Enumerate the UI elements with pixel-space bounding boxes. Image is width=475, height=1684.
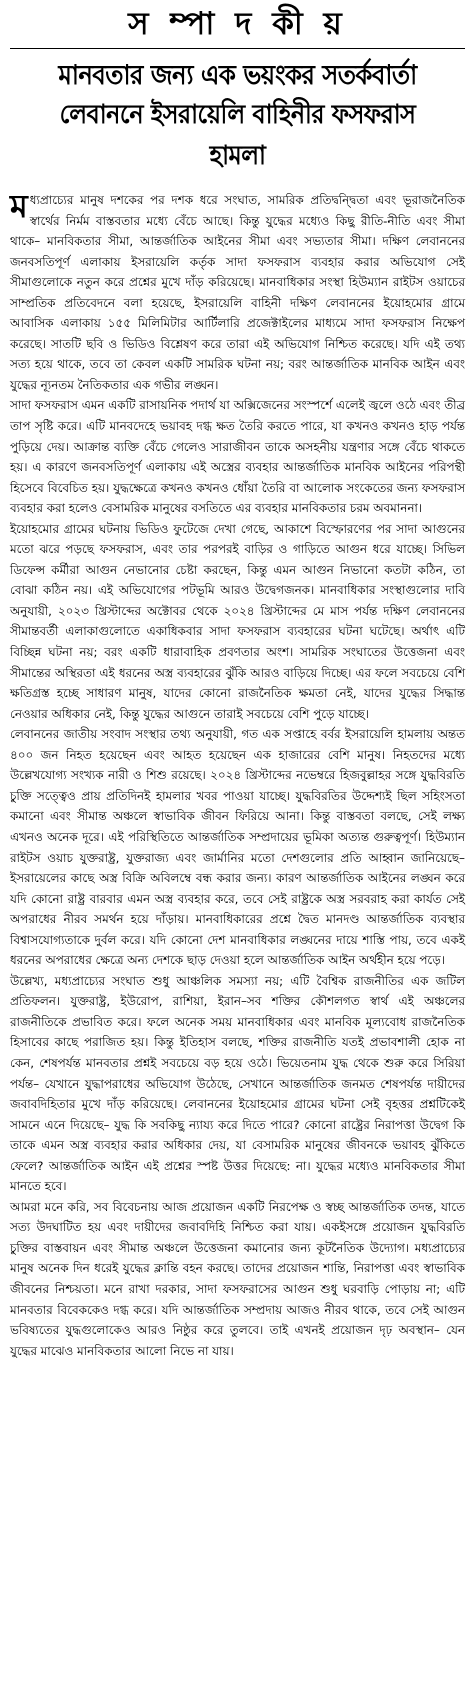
paragraph-6: আমরা মনে করি, সব বিবেচনায় আজ প্রয়োজন একটি নিরপেক্ষ ও স্বচ্ছ আন্তর্জাতিক তদন্ত, যাতে সত্য উদঘাটিত হয় এবং দায়ীদের জবাবদিহি নিশ্চিত করা যায়। একইসঙ্গে প্রয়োজন যুদ্ধবিরতি চুক্তির বাস্তবায়ন এবং সীমান্ত অঞ্চলে উত্তেজনা কমানোর জন্য কূটনৈতিক উদ্যোগ। মধ্যপ্রাচ্যের মানুষ অনেক দিন ধরেই যুদ্ধের ক্লান্তি বহন করছে। তাদের প্রয়োজন শান্তি, নিরাপত্তা এবং স্বাভাবিক জীবনের নিশ্চয়তা। মনে রাখা দরকার, সাদা ফসফরাসের আগুন শুধু ঘরবাড়ি পোড়ায় না; এটি মানবতার বিবেককেও দগ্ধ করে। যদি আন্তর্জাতিক সম্প্রদায় আজও নীরব থাকে, তবে সেই আগুন ভবিষ্যতের যুদ্ধগুলোকেও আরও নিষ্ঠুর করে তুলবে। তাই এখনই প্রয়োজন দৃঢ় অবস্থান– যেন যুদ্ধের মাঝেও মানবিকতার আলো নিভে না যায়। <box>10 1199 465 1358</box>
paragraph-1 <box>10 187 465 395</box>
section-label: স ম্পা দ কী য় <box>128 6 347 42</box>
editorial-body <box>10 187 465 1361</box>
headline-line-2: লেবাননে ইসরায়েলি বাহিনীর ফসফরাস হামলা <box>59 99 416 171</box>
paragraph-4: লেবাননের জাতীয় সংবাদ সংস্থার তথ্য অনুযায়ী, গত এক সপ্তাহে বর্বর ইসরায়েলি হামলায় অন্তত ৪০০ জন নিহত হয়েছেন এবং আহত হয়েছেন এক হাজারের বেশি মানুষ। নিহতদের মধ্যে উল্লেখযোগ্য সংখ্যক নারী ও শিশু রয়েছে। ২০২৪ খ্রিস্টাব্দের নভেম্বরে হিজবুল্লাহর সঙ্গে যুদ্ধবিরতি চুক্তি সত্ত্বেও প্রায় প্রতিদিনই হামলার খবর পাওয়া যাচ্ছে। যুদ্ধবিরতির উদ্দেশ্যই ছিল সহিংসতা কমানো এবং সীমান্ত অঞ্চলে স্বাভাবিক জীবন ফিরিয়ে আনা। কিন্তু বাস্তবতা বলছে, সেই লক্ষ্য এখনও অনেক দূরে। এই পরিস্থিতিতে আন্তর্জাতিক সম্প্রদায়ের ভূমিকা অত্যন্ত গুরুত্বপূর্ণ। হিউম্যান রাইটস ওয়াচ যুক্তরাষ্ট্র, যুক্তরাজ্য এবং জার্মানির মতো দেশগুলোর প্রতি আহ্বান জানিয়েছে– ইসরায়েলের কাছে অস্ত্র বিক্রি অবিলম্বে বন্ধ করার জন্য। কারণ আন্তর্জাতিক আইনের লঙ্ঘন করে যদি কোনো রাষ্ট্র বারবার এমন অস্ত্র ব্যবহার করে, তবে সেই রাষ্ট্রকে অস্ত্র সরবরাহ করা কার্যত সেই অপরাধের নীরব সমর্থন হয়ে দাঁড়ায়। মানবাধিকারের প্রশ্নে দ্বৈত মানদণ্ড আন্তর্জাতিক ব্যবস্থার বিশ্বাসযোগ্যতাকে দুর্বল করে। যদি কোনো দেশ মানবাধিকার লঙ্ঘনের দায়ে শাস্তি পায়, তবে একই ধরনের অপরাধের ক্ষেত্রে অন্য দেশকে ছাড় দেওয়া হলে আন্তর্জাতিক আইন অর্থহীন হয়ে পড়ে। <box>10 727 465 968</box>
section-divider <box>10 48 465 49</box>
paragraph-1-text: ধ্যপ্রাচ্যের মানুষ দশকের পর দশক ধরে সংঘাত, সামরিক প্রতিদ্বন্দ্বিতা এবং ভূরাজনৈতিক স্বার্থের নির্মম বাস্তবতার মধ্যে বেঁচে আছে। কিন্তু যুদ্ধের মধ্যেও কিছু রীতি-নীতি এবং সীমা থাকে– মানবিকতার সীমা, আন্তর্জাতিক আইনের সীমা এবং সভ্যতার সীমা। দক্ষিণ লেবাননের জনবসতিপূর্ণ এলাকায় ইসরায়েলি কর্তৃক সাদা ফসফরাস ব্যবহার করার অভিযোগ সেই সীমাগুলোকে নতুন করে প্রশ্নের মুখে দাঁড় করিয়েছে। মানবাধিকার সংস্থা হিউম্যান রাইটস ওয়াচের সাম্প্রতিক প্রতিবেদনে বলা হয়েছে, ইসরায়েলি বাহিনী দক্ষিণ লেবাননের ইয়োহমোর গ্রামে আবাসিক এলাকায় ১৫৫ মিলিমিটার আর্টিলারি প্রজেক্টাইলের মাধ্যমে সাদা ফসফরাস নিক্ষেপ করেছে। সাতটি ছবি ও ভিডিও বিশ্লেষণ করে তারা এই অভিযোগ নিশ্চিত করেছে। যদি এই তথ্য সত্য হয়ে থাকে, তবে তা কেবল একটি সামরিক ঘটনা নয়; বরং আন্তর্জাতিক মানবিক আইন এবং যুদ্ধের ন্যূনতম নৈতিকতার এক গভীর লঙ্ঘন। <box>10 193 465 392</box>
paragraph-5: উল্লেখ্য, মধ্যপ্রাচ্যের সংঘাত শুধু আঞ্চলিক সমস্যা নয়; এটি বৈশ্বিক রাজনীতির এক জটিল প্রতিফলন। যুক্তরাষ্ট্র, ইউরোপ, রাশিয়া, ইরান–সব শক্তির কৌশলগত স্বার্থ এই অঞ্চলের রাজনীতিকে প্রভাবিত করে। ফলে অনেক সময় মানবাধিকার এবং মানবিক মূল্যবোধ রাজনৈতিক হিসাবের কাছে পরাজিত হয়। কিন্তু ইতিহাস বলছে, শক্তির রাজনীতি যতই প্রভাবশালী হোক না কেন, শেষপর্যন্ত মানবতার প্রশ্নই সবচেয়ে বড় হয়ে ওঠে। ভিয়েতনাম যুদ্ধ থেকে শুরু করে সিরিয়া পর্যন্ত– যেখানে যুদ্ধাপরাধের অভিযোগ উঠেছে, সেখানে আন্তর্জাতিক জনমত শেষপর্যন্ত দায়ীদের জবাবদিহিতার মুখে দাঁড় করিয়েছে। লেবাননের ইয়োহমোর গ্রামের ঘটনা সেই বৃহত্তর প্রশ্নটিকেই সামনে এনে দিয়েছে– যুদ্ধ কি সবকিছু ন্যায্য করে দিতে পারে? কোনো রাষ্ট্রের নিরাপত্তা উদ্বেগ কি তাকে এমন অস্ত্র ব্যবহার করার অধিকার দেয়, যা বেসামরিক মানুষের জীবনকে ভয়াবহ ঝুঁকিতে ফেলে? আন্তর্জাতিক আইন এই প্রশ্নের স্পষ্ট উত্তর দিয়েছে: না। যুদ্ধের মধ্যেও মানবিকতার সীমা মানতে হবে। <box>10 973 465 1194</box>
headline-line-1: মানবতার জন্য এক ভয়ংকর সতর্কবার্তা <box>58 60 417 91</box>
paragraph-3: ইয়োহমোর গ্রামের ঘটনায় ভিডিও ফুটেজে দেখা গেছে, আকাশে বিস্ফোরণের পর সাদা আগুনের মতো ঝরে পড়ছে ফসফরাস, এবং তার পরপরই বাড়ির ও গাড়িতে আগুন ধরে যাচ্ছে। সিভিল ডিফেন্স কর্মীরা আগুন নেভানোর চেষ্টা করছেন, কিন্তু এমন আগুন নিভানো কতটা কঠিন, তা বোঝা কঠিন নয়। এই অভিযোগের পটভূমি আরও উদ্বেগজনক। মানবাধিকার সংস্থাগুলোর দাবি অনুযায়ী, ২০২৩ খ্রিস্টাব্দের অক্টোবর থেকে ২০২৪ খ্রিস্টাব্দের মে মাস পর্যন্ত দক্ষিণ লেবাননের সীমান্তবর্তী এলাকাগুলোতে একাধিকবার সাদা ফসফরাস ব্যবহারের ঘটনা ঘটেছে। অর্থাৎ এটি বিচ্ছিন্ন ঘটনা নয়; বরং একটি ধারাবাহিক প্রবণতার অংশ। সামরিক সংঘাতের উত্তেজনা এবং সীমান্তের অস্থিরতা এই ধরনের অস্ত্র ব্যবহারের ঝুঁকি আরও বাড়িয়ে দিচ্ছে। এর ফলে সবচেয়ে বেশি ক্ষতিগ্রস্ত হচ্ছে সাধারণ মানুষ, যাদের কোনো রাজনৈতিক ক্ষমতা নেই, যাদের যুদ্ধের সিদ্ধান্ত নেওয়ার অধিকার নেই, কিন্তু যুদ্ধের আগুনে তারাই সবচেয়ে বেশি পুড়ে যাচ্ছে। <box>10 521 465 721</box>
paragraph-2: সাদা ফসফরাস এমন একটি রাসায়নিক পদার্থ যা অক্সিজেনের সংস্পর্শে এলেই জ্বলে ওঠে এবং তীব্র তাপ সৃষ্টি করে। এটি মানবদেহে ভয়াবহ দগ্ধ ক্ষত তৈরি করতে পারে, যা কখনও কখনও হাড় পর্যন্ত পুড়িয়ে দেয়। আক্রান্ত ব্যক্তি বেঁচে গেলেও সারাজীবন তাকে অসহনীয় যন্ত্রণার সঙ্গে বেঁচে থাকতে হয়। এ কারণে জনবসতিপূর্ণ এলাকায় এই অস্ত্রের ব্যবহার আন্তর্জাতিক মানবিক আইনের পরিপন্থী হিসেবে বিবেচিত হয়। যুদ্ধক্ষেত্রে কখনও কখনও ধোঁয়া তৈরি বা আলোক সংকেতের জন্য ফসফরাস ব্যবহার করা হলেও বেসামরিক মানুষের বসতিতে এর ব্যবহার মানবিকতার চরম অবমাননা। <box>10 398 465 516</box>
drop-cap: ম <box>10 187 28 225</box>
